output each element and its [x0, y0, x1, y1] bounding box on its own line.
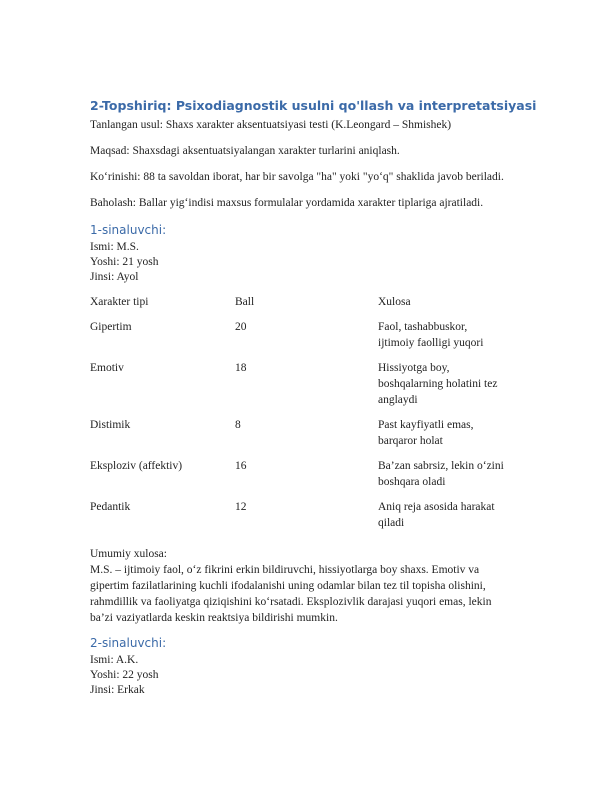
intro-method: Tanlangan usul: Shaxs xarakter aksentuatsiyasi testi (K.Leongard – Shmishek)	[90, 119, 452, 131]
table-row	[90, 319, 540, 360]
subject2-info	[90, 653, 540, 698]
table-row	[90, 499, 540, 540]
conclusion-line: boshqalarning holatini tez	[378, 378, 498, 390]
page-title: 2-Topshiriq: Psixodiagnostik usulni qo'llash va interpretatsiyasi	[90, 98, 537, 113]
summary-line: M.S. – ijtimoiy faol, o‘z fikrini erkin bildiruvchi, hissiyotlarga boy shaxs. Emotiv va	[90, 564, 480, 576]
character-table	[90, 294, 540, 540]
document-page	[90, 98, 540, 707]
table-header-conclusion: Xulosa	[378, 296, 411, 308]
conclusion-line: Faol, tashabbuskor,	[378, 321, 468, 333]
subject1-age: Yoshi: 21 yosh	[90, 256, 159, 268]
conclusion-line: Ba’zan sabrsiz, lekin o‘zini	[378, 460, 504, 472]
table-cell-conclusion	[378, 499, 540, 540]
table-cell-type: Distimik	[90, 419, 131, 431]
intro-format: Ko‘rinishi: 88 ta savoldan iborat, har bir savolga "ha" yoki "yo‘q" shaklida javob beriladi.	[90, 171, 504, 183]
conclusion-line: Hissiyotga boy,	[378, 362, 450, 374]
subject1-summary	[90, 546, 540, 626]
table-cell-type: Gipertim	[90, 321, 132, 333]
summary-label: Umumiy xulosa:	[90, 548, 167, 560]
conclusion-line: ijtimoiy faolligi yuqori	[378, 337, 484, 349]
table-cell-conclusion	[378, 360, 540, 417]
table-cell-conclusion	[378, 458, 540, 499]
intro-goal: Maqsad: Shaxsdagi aksentuatsiyalangan xarakter turlarini aniqlash.	[90, 145, 400, 157]
table-cell-score: 18	[235, 362, 247, 374]
subject1-heading: 1-sinaluvchi:	[90, 223, 167, 237]
table-cell-type: Eksploziv (affektiv)	[90, 460, 183, 472]
subject1-name: Ismi: M.S.	[90, 241, 139, 253]
table-cell-score: 8	[235, 419, 241, 431]
intro-scoring: Baholash: Ballar yig‘indisi maxsus formulalar yordamida xarakter tiplariga ajratiladi.	[90, 197, 484, 209]
table-cell-score: 12	[235, 501, 247, 513]
table-header-score: Ball	[235, 296, 255, 308]
conclusion-line: barqaror holat	[378, 435, 443, 447]
table-row	[90, 417, 540, 458]
table-row	[90, 458, 540, 499]
table-cell-conclusion	[378, 417, 540, 458]
table-cell-score: 20	[235, 321, 247, 333]
subject2-heading: 2-sinaluvchi:	[90, 636, 167, 650]
subject2-gender: Jinsi: Erkak	[90, 684, 145, 696]
conclusion-line: anglaydi	[378, 394, 418, 406]
table-cell-conclusion	[378, 319, 540, 360]
summary-line: gipertim fazilatlarining kuchli ifodalanishi uning odamlar bilan tez til topisha olishini,	[90, 580, 486, 592]
table-header-row	[90, 294, 540, 319]
table-cell-score: 16	[235, 460, 247, 472]
table-row	[90, 360, 540, 417]
table-header-type: Xarakter tipi	[90, 296, 149, 308]
conclusion-line: qiladi	[378, 517, 405, 529]
conclusion-line: Past kayfiyatli emas,	[378, 419, 474, 431]
subject1-info	[90, 240, 540, 285]
subject2-age: Yoshi: 22 yosh	[90, 669, 159, 681]
conclusion-line: Aniq reja asosida harakat	[378, 501, 495, 513]
summary-line: rahmdillik va faoliyatga qiziqishini ko‘rsatadi. Eksplozivlik darajasi yuqori emas, lekin	[90, 596, 492, 608]
table-cell-type: Pedantik	[90, 501, 131, 513]
subject2-name: Ismi: A.K.	[90, 654, 139, 666]
table-cell-type: Emotiv	[90, 362, 124, 374]
summary-line: ba’zi vaziyatlarda keskin reaktsiya bildirishi mumkin.	[90, 612, 338, 624]
conclusion-line: boshqara oladi	[378, 476, 446, 488]
subject1-gender: Jinsi: Ayol	[90, 271, 139, 283]
